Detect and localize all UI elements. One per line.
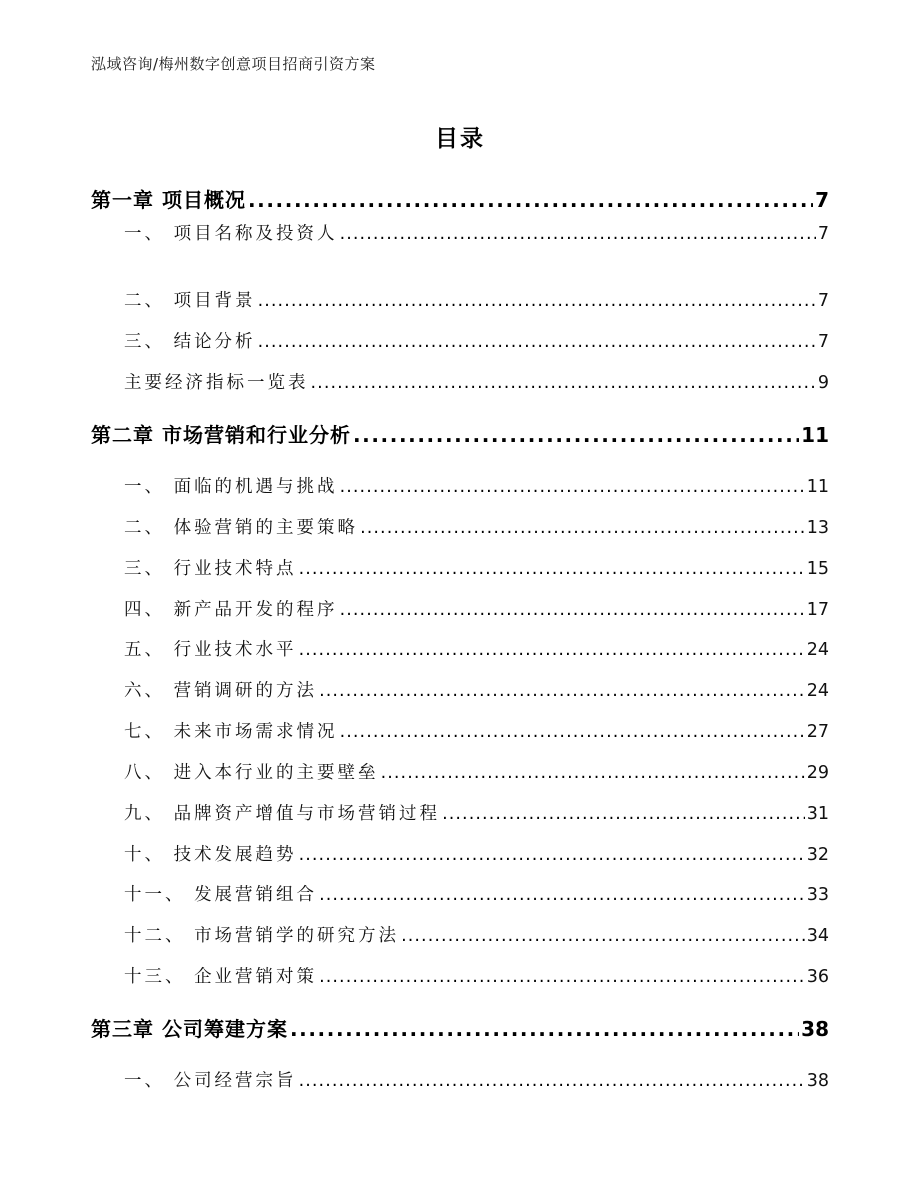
toc-page-number: 31 [806,804,829,824]
toc-entry[interactable] [124,514,829,539]
dot-leader [319,885,805,905]
dot-leader [299,640,805,660]
toc-entry-label: 十一、 发展营销组合 [124,885,318,905]
toc-entry[interactable] [124,718,829,743]
dot-leader [258,332,816,352]
dot-leader [319,681,805,701]
dot-leader [340,722,805,742]
toc-entry-label: 五、 行业技术水平 [124,640,297,660]
toc-entry-label: 一、 面临的机遇与挑战 [124,477,338,497]
toc-page-number: 32 [806,845,829,865]
toc-entry-label: 第三章 公司筹建方案 [91,1017,288,1041]
toc-entry[interactable] [124,841,829,866]
dot-leader [340,224,816,244]
toc-page-number: 17 [806,600,829,620]
toc-entry[interactable] [124,963,829,988]
toc-entry[interactable] [124,328,829,353]
dot-leader [311,373,816,393]
toc-page-number: 27 [806,722,829,742]
toc-entry-label: 主要经济指标一览表 [124,373,309,393]
toc-entry-label: 第一章 项目概况 [91,188,246,212]
dot-leader [290,1017,799,1041]
toc-page-number: 29 [806,763,829,783]
toc-entry[interactable] [124,220,829,245]
dot-leader [360,518,805,538]
toc-entry-label: 十、 技术发展趋势 [124,845,297,865]
toc-entry-label: 八、 进入本行业的主要壁垒 [124,763,379,783]
toc-entry-label: 七、 未来市场需求情况 [124,722,338,742]
dot-leader [248,188,813,212]
toc-entry[interactable] [124,555,829,580]
toc-page-number: 9 [817,373,829,393]
toc-page-number: 38 [806,1071,829,1091]
toc-page-number: 7 [817,291,829,311]
toc-entry[interactable] [124,800,829,825]
dot-leader [381,763,805,783]
toc-entry-label: 九、 品牌资产增值与市场营销过程 [124,804,441,824]
toc-entry-label: 三、 行业技术特点 [124,559,297,579]
toc-entry-label: 六、 营销调研的方法 [124,681,318,701]
toc-page-number: 15 [806,559,829,579]
toc-page-number: 11 [801,423,829,447]
toc-entry[interactable] [124,881,829,906]
toc-title: 目录 [435,126,485,152]
toc-entry[interactable] [91,184,829,213]
dot-leader [299,559,805,579]
toc-entry-label: 二、 体验营销的主要策略 [124,518,359,538]
running-header: 泓域咨询/梅州数字创意项目招商引资方案 [91,55,376,73]
toc-page-number: 7 [817,332,829,352]
dot-leader [353,423,799,447]
toc-entry[interactable] [124,287,829,312]
toc-entry-label: 一、 项目名称及投资人 [124,224,338,244]
dot-leader [299,1071,805,1091]
toc-page-number: 33 [806,885,829,905]
dot-leader [401,926,805,946]
toc-entry[interactable] [124,1067,829,1092]
toc-page-number: 38 [801,1017,829,1041]
toc-page-number: 36 [806,967,829,987]
dot-leader [319,967,805,987]
dot-leader [340,600,805,620]
dot-leader [442,804,805,824]
toc-entry[interactable] [124,473,829,498]
toc-entry[interactable] [124,369,829,394]
dot-leader [258,291,816,311]
toc-entry[interactable] [124,596,829,621]
toc-entry[interactable] [124,636,829,661]
toc-page-number: 7 [817,224,829,244]
dot-leader [299,845,805,865]
toc-entry-label: 三、 结论分析 [124,332,256,352]
toc-page-number: 24 [806,681,829,701]
toc-entry-label: 第二章 市场营销和行业分析 [91,423,351,447]
toc-entry-label: 一、 公司经营宗旨 [124,1071,297,1091]
toc-page-number: 7 [815,188,829,212]
toc-page-number: 34 [806,926,829,946]
toc-entry-label: 二、 项目背景 [124,291,256,311]
toc-entry-label: 十二、 市场营销学的研究方法 [124,926,400,946]
toc-page-number: 24 [806,640,829,660]
toc-entry-label: 四、 新产品开发的程序 [124,600,338,620]
toc-entry[interactable] [124,922,829,947]
toc-page-number: 11 [806,477,829,497]
toc-entry[interactable] [91,419,829,448]
toc-page-number: 13 [806,518,829,538]
toc-entry-label: 十三、 企业营销对策 [124,967,318,987]
toc-entry[interactable] [124,677,829,702]
dot-leader [340,477,805,497]
toc-entry[interactable] [124,759,829,784]
toc-entry[interactable] [91,1013,829,1042]
